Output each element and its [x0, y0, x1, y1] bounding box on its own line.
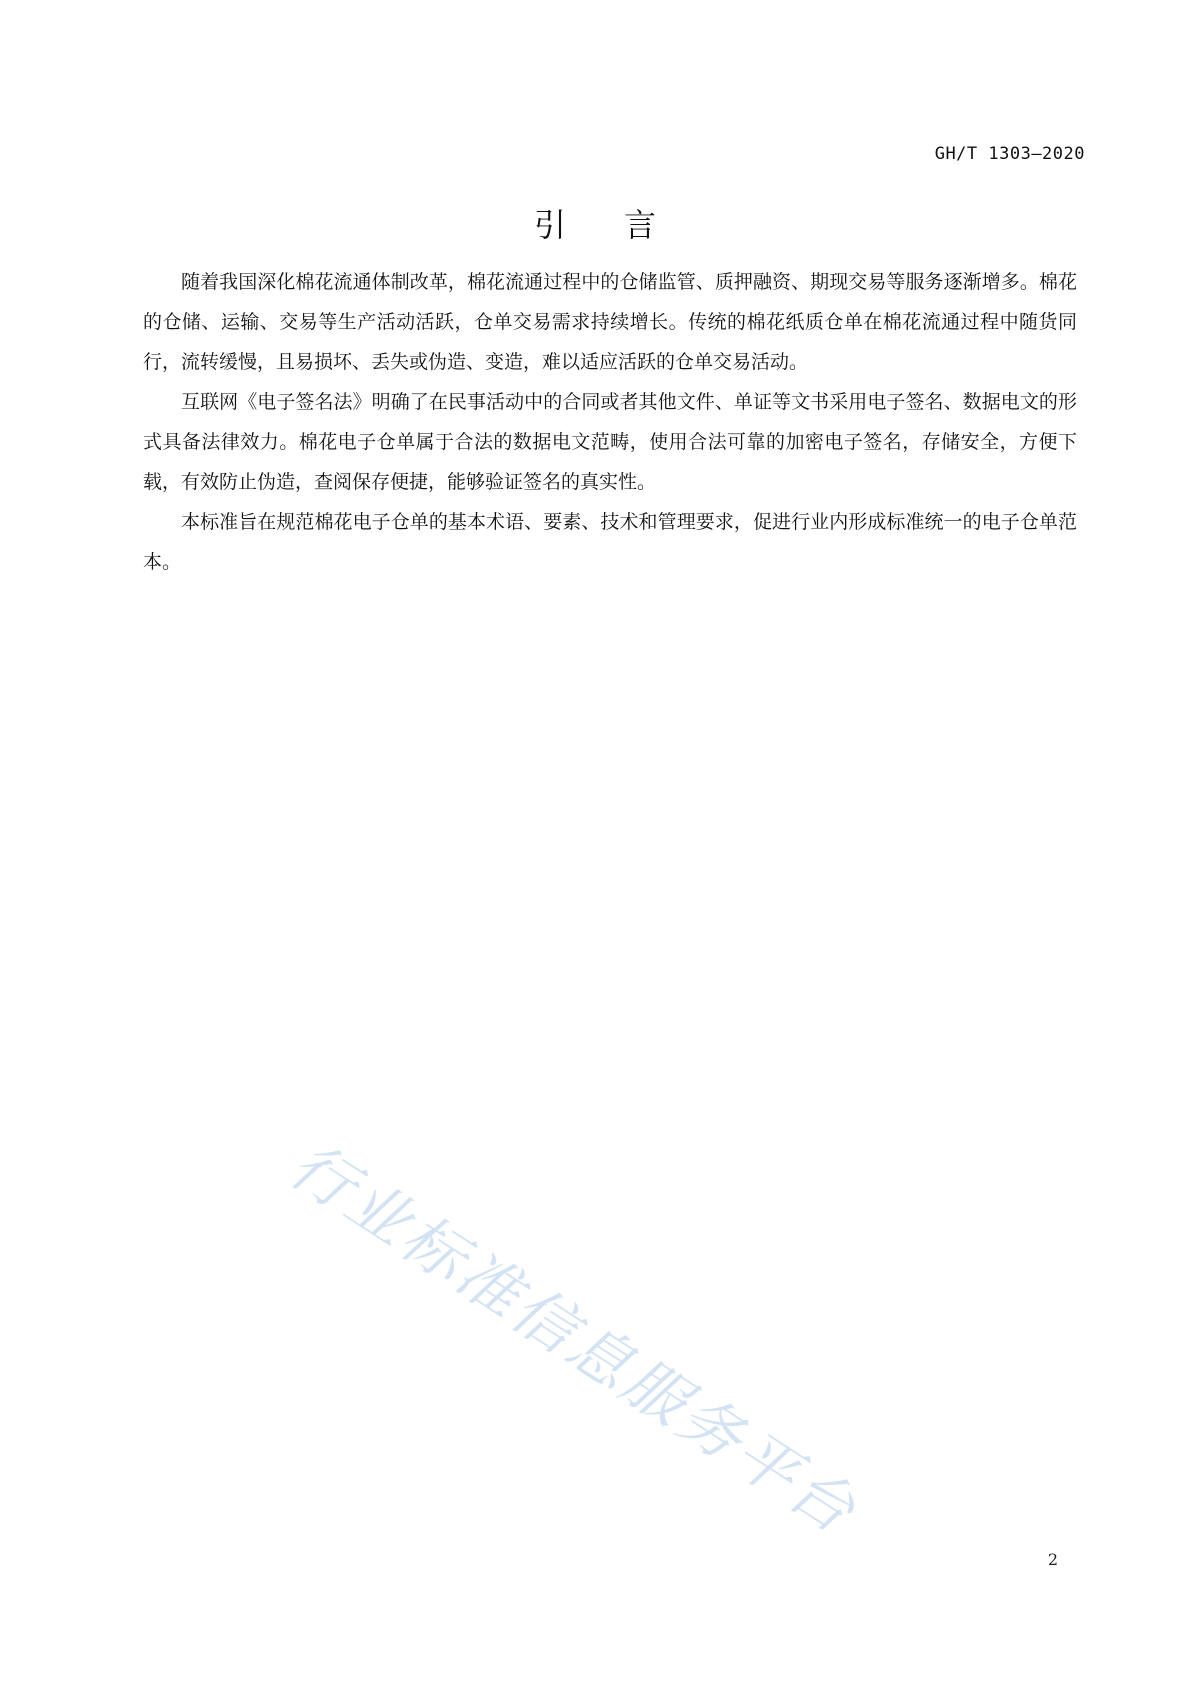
document-code: GH/T 1303—2020	[934, 144, 1085, 164]
body-text	[143, 262, 1077, 582]
paragraph-2: 互联网《电子签名法》明确了在民事活动中的合同或者其他文件、单证等文书采用电子签名、数据电文的形式具备法律效力。棉花电子仓单属于合法的数据电文范畴，使用合法可靠的加密电子签名，存储安全，方便下载，有效防止伪造，查阅保存便捷，能够验证签名的真实性。	[143, 391, 1077, 493]
page-title: 引言	[533, 206, 714, 244]
paragraph-3: 本标准旨在规范棉花电子仓单的基本术语、要素、技术和管理要求，促进行业内形成标准统一的电子仓单范本。	[143, 511, 1077, 573]
page-number: 2	[1047, 1550, 1058, 1569]
paragraph-1: 随着我国深化棉花流通体制改革，棉花流通过程中的仓储监管、质押融资、期现交易等服务逐渐增多。棉花的仓储、运输、交易等生产活动活跃，仓单交易需求持续增长。传统的棉花纸质仓单在棉花流通过程中随货同行，流转缓慢，且易损坏、丢失或伪造、变造，难以适应活跃的仓单交易活动。	[143, 271, 1077, 373]
watermark: 行业标准信息服务平台	[277, 1128, 871, 1549]
